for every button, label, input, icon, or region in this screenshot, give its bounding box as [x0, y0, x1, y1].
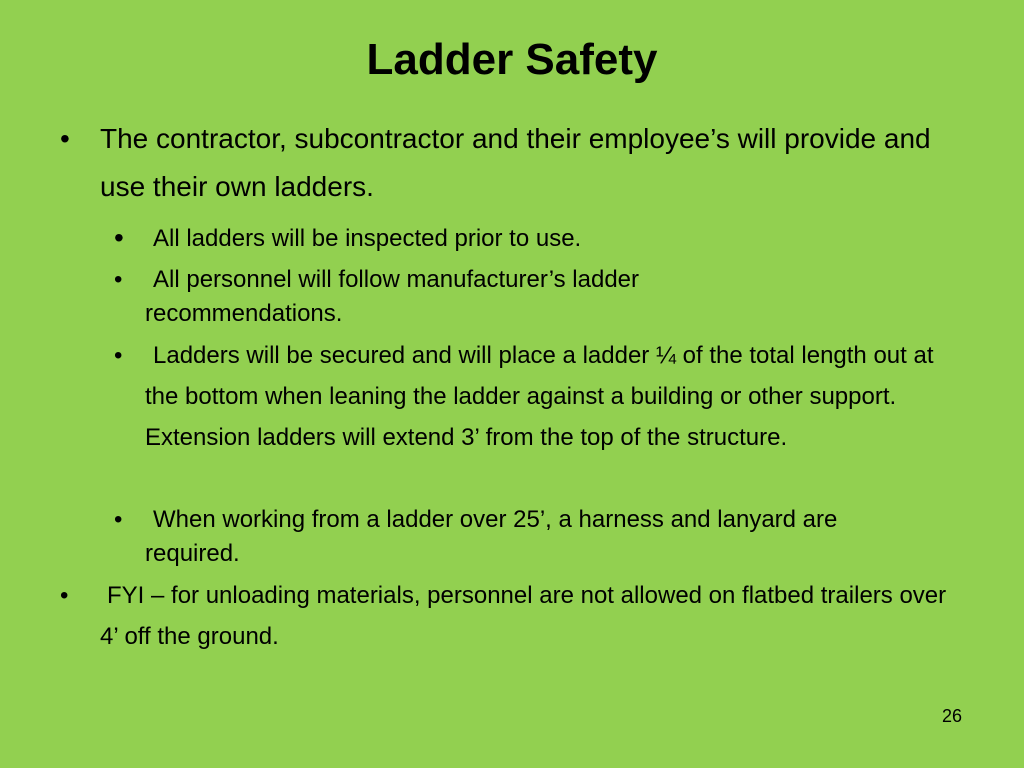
bullet-dot: • — [114, 506, 123, 533]
page-number: 26 — [941, 706, 962, 726]
bullet-dot: • — [114, 342, 123, 369]
bullet-dot: • — [60, 582, 69, 609]
sub-bullet-3 — [114, 335, 945, 458]
sub-bullet-2-text: All personnel will follow manufacturer’s ladder recommendations. — [145, 266, 640, 327]
bullet-dot: • — [114, 222, 124, 253]
sub-bullet-1-text: All ladders will be inspected prior to use. — [153, 225, 582, 252]
bullet-dot: • — [60, 123, 70, 154]
sub-bullet-4 — [114, 503, 935, 571]
bullet-2 — [60, 575, 970, 657]
bullet-2-text: FYI – for unloading materials, personnel are not allowed on flatbed trailers over 4’ off the ground. — [100, 582, 947, 650]
bullet-1-text: The contractor, subcontractor and their employee’s will provide and use their own ladders. — [100, 123, 931, 202]
bullet-1 — [60, 115, 960, 211]
sub-bullet-1 — [114, 218, 913, 259]
slide-title: Ladder Safety — [366, 35, 658, 84]
sub-bullet-4-text: When working from a ladder over 25’, a harness and lanyard are required. — [145, 506, 838, 567]
bullet-dot: • — [114, 266, 123, 293]
sub-bullet-2 — [114, 263, 765, 331]
sub-bullet-3-text: Ladders will be secured and will place a ladder ¼ of the total length out at the bottom when leaning the ladder against a building or other support. Extension ladders will extend 3’ from the top of the structure. — [145, 342, 934, 451]
